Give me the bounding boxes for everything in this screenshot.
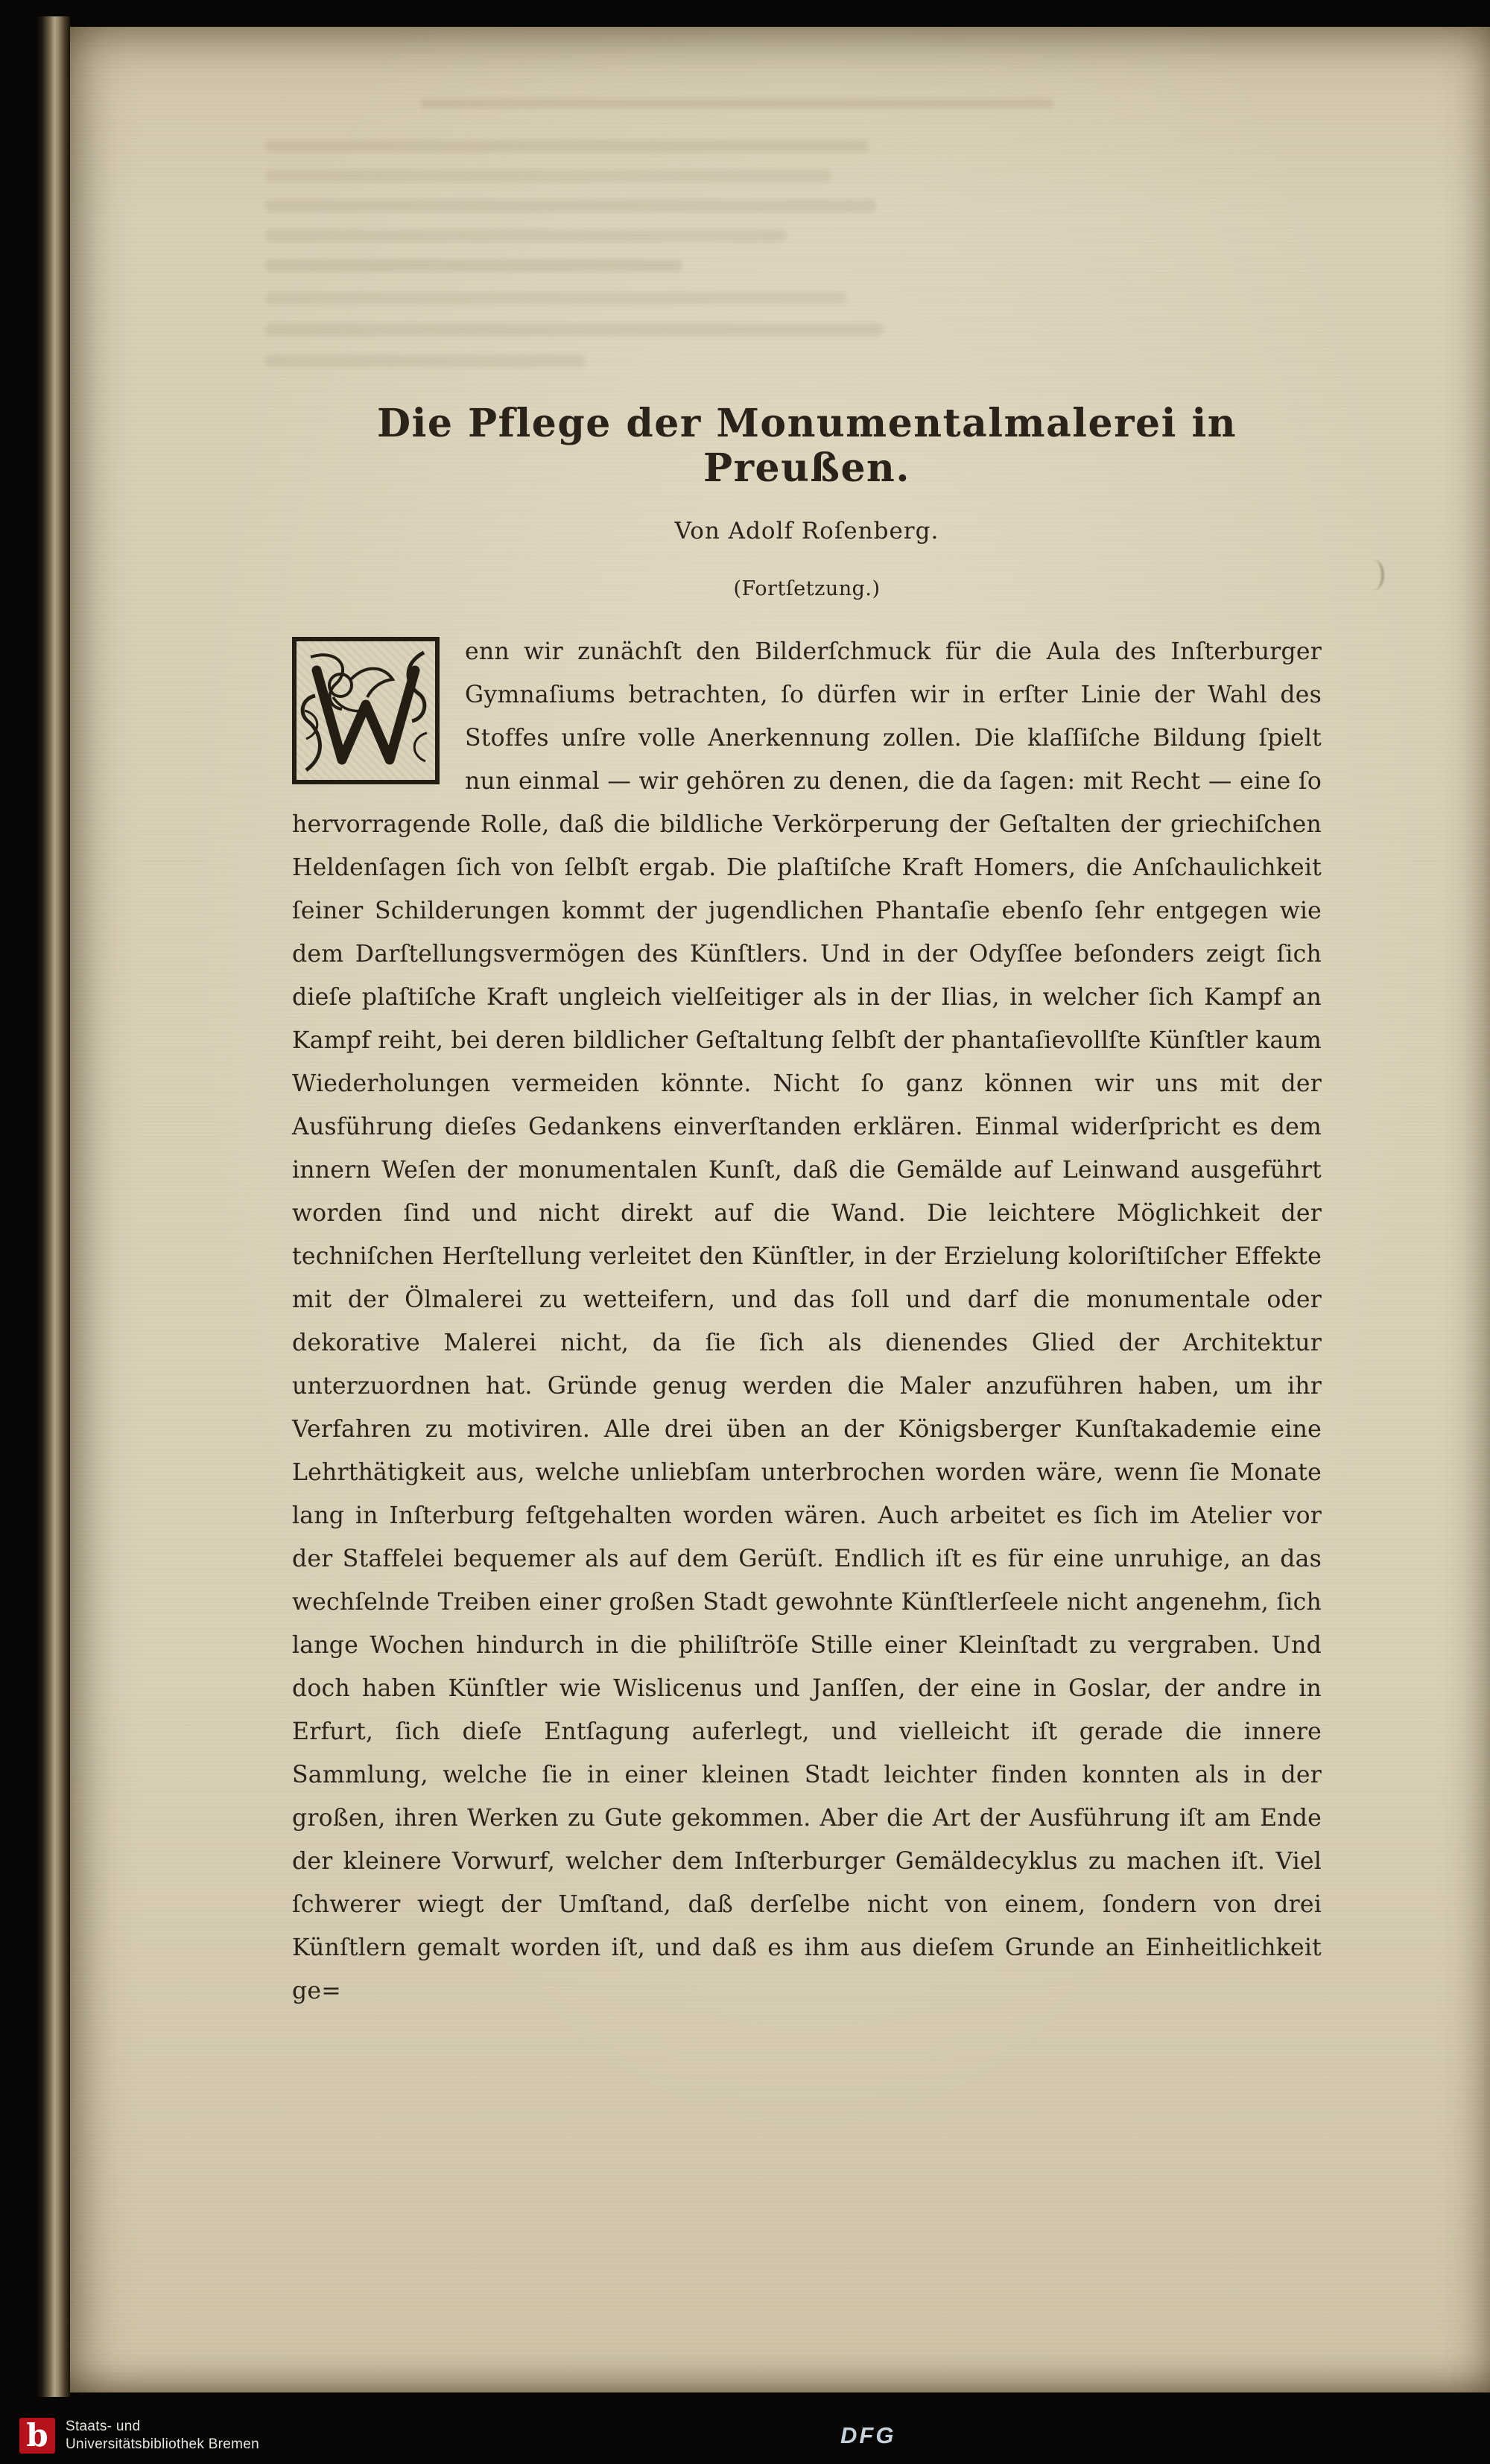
text-column (292, 27, 1322, 2013)
bremen-library-logo: b (19, 2418, 55, 2454)
library-name (66, 2418, 259, 2454)
page-blemish (1365, 560, 1384, 590)
continuation-note: (Fortſetzung.) (733, 577, 881, 600)
library-name-line1: Staats- und (66, 2419, 141, 2434)
ornamental-initial-w (292, 637, 440, 784)
page-title: Die Pflege der Monumentalmalerei in Preußen. (376, 401, 1237, 491)
library-watermark (19, 2418, 259, 2454)
book-page-edges (36, 16, 70, 2397)
author-byline: Von Adolf Roſenberg. (674, 518, 939, 544)
woodcut-initial-icon (297, 642, 434, 779)
dfg-logo: DFG (840, 2422, 896, 2448)
body-paragraph (292, 630, 1322, 2013)
paper-page (70, 27, 1490, 2392)
body-text: enn wir zunächſt den Bilderſchmuck für die Aula des Inſterburger Gymnaſiums betrachten, ſo dürfen wir in erſter Linie der Wahl des Stoffes unſre volle Anerkennung zollen. Die klaſſiſche Bildung ſpielt nun einmal — wir gehören zu denen, die da ſagen: mit Recht — eine ſo hervorragende Rolle, daß die bildliche Verkörperung der Geſtalten der griechiſchen Heldenſagen ſich von ſelbſt ergab. Die plaſtiſche Kraft Homers, die Anſchaulichkeit ſeiner Schilderungen kommt der jugendlichen Phantaſie ebenſo ſehr entgegen wie dem Darſtellungsvermögen des Künſtlers. Und in der Odyſſee beſonders zeigt ſich dieſe plaſtiſche Kraft ungleich vielſeitiger als in der Ilias, in welcher ſich Kampf an Kampf reiht, bei deren bildlicher Geſtaltung ſelbſt der phantaſievollſte Künſtler kaum Wiederholungen vermeiden könnte. Nicht ſo ganz können wir uns mit der Ausführung dieſes Gedankens einverſtanden erklären. Einmal widerſpricht es dem innern Weſen der monumentalen Kunſt, daß die Gemälde auf Leinwand ausgeführt worden ſind und nicht direkt auf die Wand. Die leichtere Möglichkeit der techniſchen Herſtellung verleitet den Künſtler, in der Erzielung koloriſtiſcher Effekte mit der Ölmalerei zu wetteifern, und das ſoll und darf die monumentale oder dekorative Malerei nicht, da ſie ſich als dienendes Glied der Architektur unterzuordnen hat. Gründe genug werden die Maler anzuführen haben, um ihr Verfahren zu motiviren. Alle drei üben an der Königsberger Kunſtakademie eine Lehrthätigkeit aus, welche unliebſam unterbrochen worden wäre, wenn ſie Monate lang in Inſterburg feſtgehalten worden wären. Auch arbeitet es ſich im Atelier vor der Staffelei bequemer als auf dem Gerüſt. Endlich iſt es für eine unruhige, an das wechſelnde Treiben einer großen Stadt gewohnte Künſtlerſeele nicht angenehm, ſich lange Wochen hindurch in die philiſtröſe Stille einer Kleinſtadt zu vergraben. Und doch haben Künſtler wie Wislicenus und Janſſen, der eine in Goslar, der andre in Erfurt, ſich dieſe Entſagung auferlegt, und vielleicht iſt gerade die innere Sammlung, welche ſie in einer kleinen Stadt leichter finden konnten als in der großen, ihren Werken zu Gute gekommen. Aber die Art der Ausführung iſt am Ende der kleinere Vorwurf, welcher dem Inſterburger Gemäldecyklus zu machen iſt. Viel ſchwerer wiegt der Umſtand, daß derſelbe nicht von einem, ſondern von drei Künſtlern gemalt worden iſt, und daß es ihm aus dieſem Grunde an Einheitlichkeit ge= (292, 638, 1322, 2004)
library-name-line2: Universitätsbibliothek Bremen (66, 2436, 260, 2452)
